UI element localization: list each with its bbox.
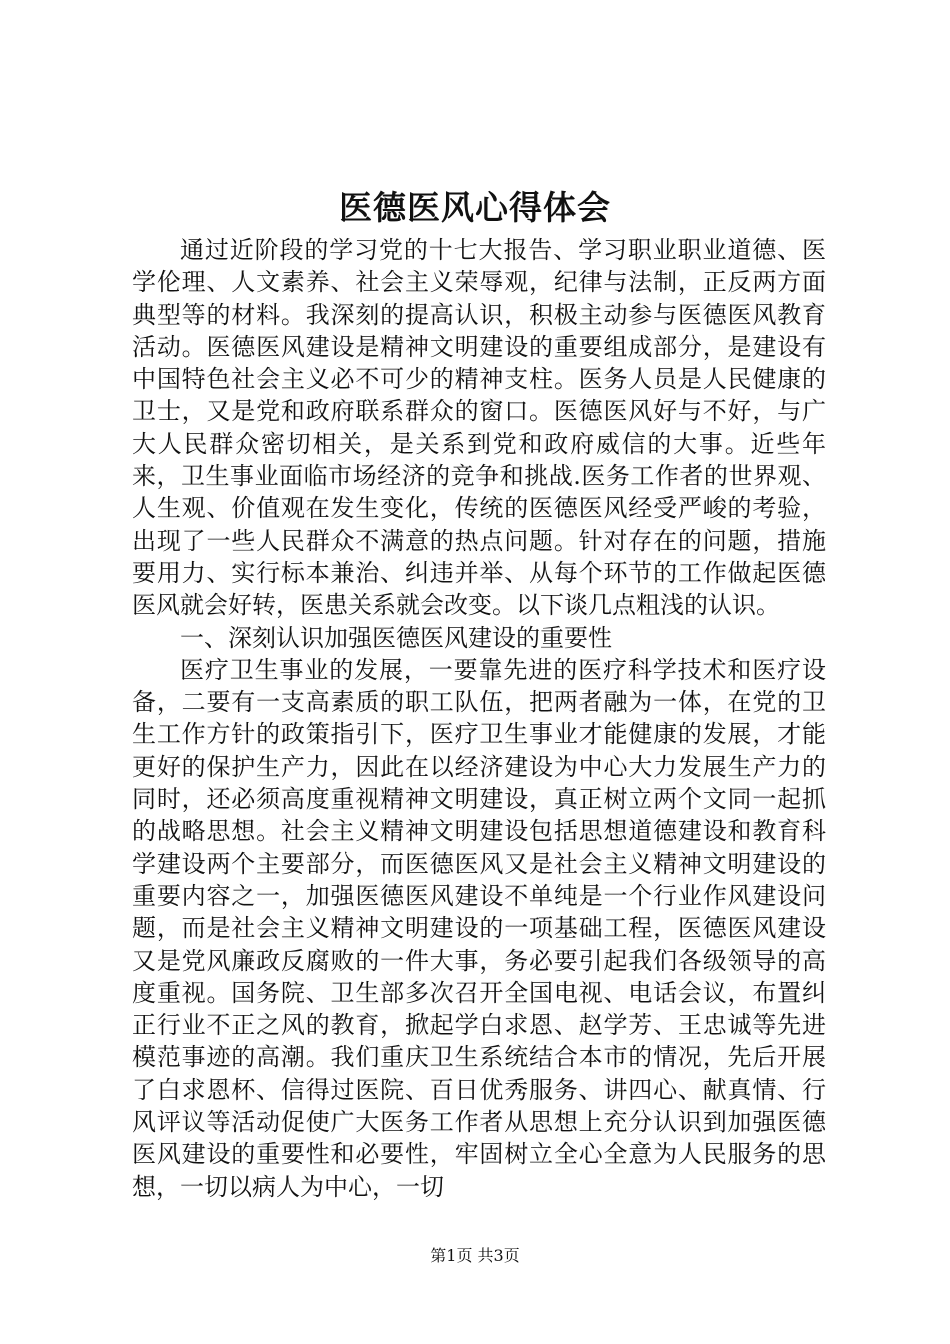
document-body	[132, 234, 826, 1203]
section-paragraph: 医疗卫生事业的发展，一要靠先进的医疗科学技术和医疗设备，二要有一支高素质的职工队伍，把两者融为一体，在党的卫生工作方针的政策指引下，医疗卫生事业才能健康的发展，才能更好的保护生产力，因此在以经济建设为中心大力发展生产力的同时，还必须高度重视精神文明建设，真正树立两个文同一起抓的战略思想。社会主义精神文明建设包括思想道德建设和教育科学建设两个主要部分，而医德医风又是社会主义精神文明建设的重要内容之一，加强医德医风建设不单纯是一个行业作风建设问题，而是社会主义精神文明建设的一项基础工程，医德医风建设又是党风廉政反腐败的一件大事，务必要引起我们各级领导的高度重视。国务院、卫生部多次召开全国电视、电话会议，布置纠正行业不正之风的教育，掀起学白求恩、赵学芳、王忠诚等先进模范事迹的高潮。我们重庆卫生系统结合本市的情况，先后开展了白求恩杯、信得过医院、百日优秀服务、讲四心、献真情、行风评议等活动促使广大医务工作者从思想上充分认识到加强医德医风建设的重要性和必要性，牢固树立全心全意为人民服务的思想，一切以病人为中心，一切	[132, 655, 826, 1201]
section-heading: 一、深刻认识加强医德医风建设的重要性	[180, 623, 612, 652]
document-title: 医德医风心得体会	[339, 188, 611, 227]
intro-paragraph: 通过近阶段的学习党的十七大报告、学习职业职业道德、医学伦理、人文素养、社会主义荣辱观，纪律与法制，正反两方面典型等的材料。我深刻的提高认识，积极主动参与医德医风教育活动。医德医风建设是精神文明建设的重要组成部分，是建设有中国特色社会主义必不可少的精神支柱。医务人员是人民健康的卫士，又是党和政府联系群众的窗口。医德医风好与不好，与广大人民群众密切相关，是关系到党和政府威信的大事。近些年来，卫生事业面临市场经济的竞争和挑战.医务工作者的世界观、人生观、价值观在发生变化，传统的医德医风经受严峻的考验，出现了一些人民群众不满意的热点问题。针对存在的问题，措施要用力、实行标本兼治、纠违并举、从每个环节的工作做起医德医风就会好转，医患关系就会改变。以下谈几点粗浅的认识。	[132, 236, 826, 620]
page-footer: 第1页 共3页	[430, 1246, 520, 1265]
